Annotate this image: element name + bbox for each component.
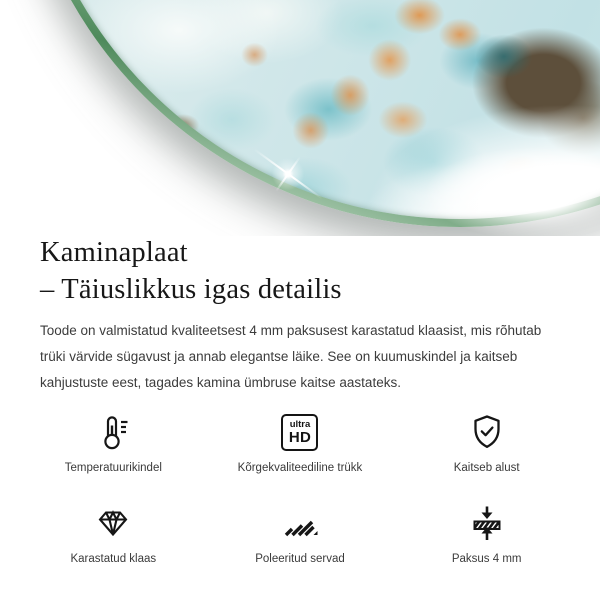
feature-thickness	[393, 501, 580, 565]
page-title-line2: – Täiuslikkus igas detailis	[40, 274, 342, 305]
feature-label: Kaitseb alust	[453, 462, 520, 474]
features-grid	[20, 410, 580, 565]
product-hero	[0, 0, 600, 236]
page-title	[40, 234, 560, 308]
page-title-line1: Kaminaplaat	[40, 237, 188, 268]
shield-check-icon	[467, 410, 507, 454]
feature-label: Poleeritud servad	[255, 553, 345, 565]
feature-print-quality	[207, 410, 394, 474]
ultra-hd-badge-top-text: ultra	[289, 418, 311, 430]
feature-label: Kõrgekvaliteediline trükk	[237, 462, 363, 474]
feature-polished-edges	[207, 501, 394, 565]
product-info-section	[0, 234, 600, 396]
feature-label: Karastatud klaas	[70, 553, 157, 565]
feature-tempered-glass	[20, 501, 207, 565]
ultra-hd-icon	[281, 410, 318, 454]
ultra-hd-badge	[281, 414, 318, 451]
thickness-press-icon	[467, 501, 507, 545]
feature-label: Temperatuurikindel	[64, 462, 162, 474]
feature-protects-base	[393, 410, 580, 474]
feature-temperature	[20, 410, 207, 474]
product-description: Toode on valmistatud kvaliteetsest 4 mm paksusest karastatud klaasist, mis rõhutab trüki värvide sügavust ja annab elegantse läike. See on kuumuskindel ja kaitseb kahjustuste eest, tagades kamina ümbruse kaitse aastateks.	[40, 323, 542, 390]
diamond-icon	[92, 501, 134, 545]
thermometer-icon	[93, 410, 133, 454]
ultra-hd-badge-bottom-text: HD	[288, 428, 312, 446]
polished-edges-icon	[280, 501, 320, 545]
light-fade-overlay	[365, 128, 600, 236]
feature-label: Paksus 4 mm	[451, 553, 522, 565]
